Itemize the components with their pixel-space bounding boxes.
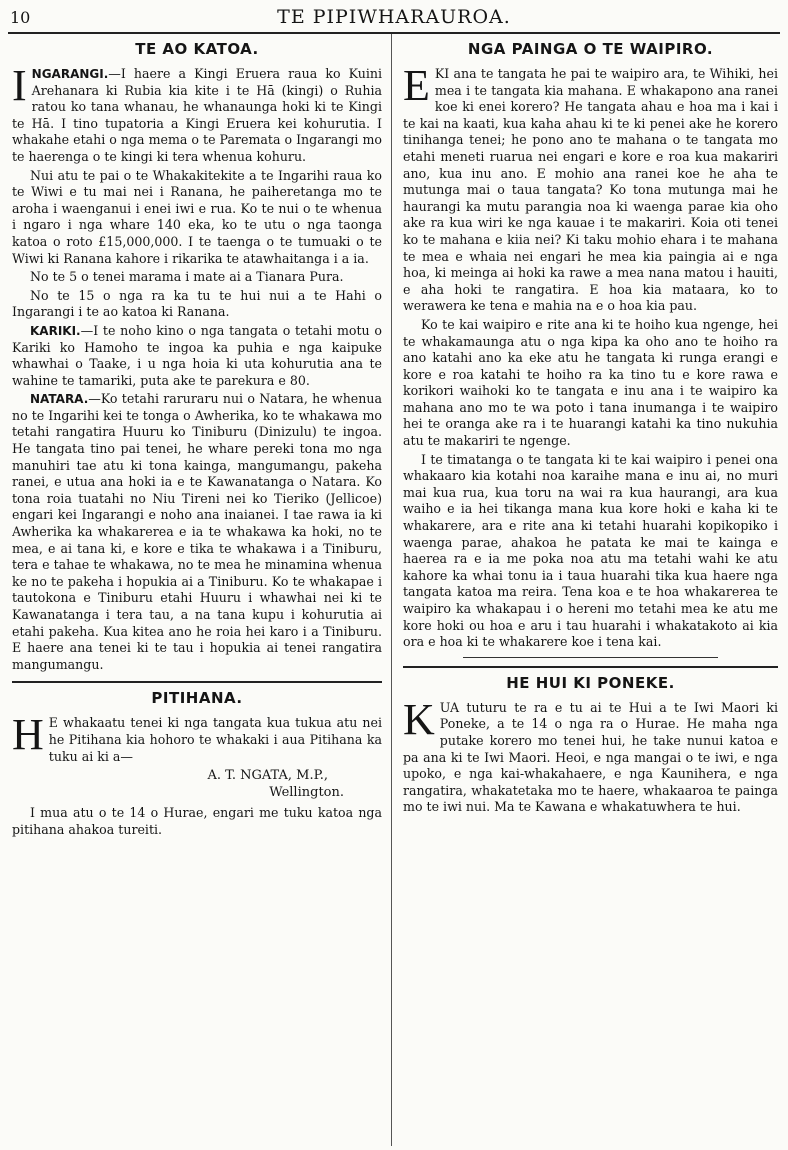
article-paragraph: Nui atu te pai o te Whakakitekite a te Ingarihi raua ko te Wiwi e tu mai nei i Ranana, he paiheretanga mo te aroha i waenganui i enei iwi e rua. Ko te nui o te whenua i ngaro i nga whare 140 eka, ko te utu o nga taonga katoa o roto £15,000,000. I te taenga o te tumuaki o te Wiwi ki Ranana kahore i rikarika te atawhaitanga i a ia. (12, 167, 382, 266)
page-number: 10 (10, 8, 31, 27)
article-title-te-ao-katoa: TE AO KATOA. (135, 40, 259, 58)
article-title-he-hui: HE HUI KI PONEKE. (506, 673, 675, 692)
article-paragraph: I te timatanga o te tangata ki te kai waipiro i penei ona whakaaro kia kotahi noa karaihe mana e inu ai, no muri mai kua rua, kua toru na wai ra kua haurangi, ara kua waiho e ia hei tikanga mana kua kore hoki e kaha ki te whakarere, ara e rite ana ki tetahi huarahi kopikopiko i waenga parae, ahakoa he patata ke mai te kainga e haerea ra e ia me poka noa atu ma tetahi wahi ke atu kahore ka whai tonu ia i taua huarahi tika kua haere nga tangata katoa ma reira. Tena koa e te hoa whakarerea te waipiro ka whakapau i o hereni mo tetahi mea ke atu me kore hoki ou hoa e aru i tau huarahi i whakatakoto ai kia ora e hoa ki te whakarere koe i tena kai. (403, 451, 778, 650)
running-title: TE PIPIWHARAUROA. (277, 6, 511, 28)
paragraph-text: —I te noho kino o nga tangata o tetahi motu o Kariki ko Hamoho te ingoa ka puhia e nga kaipuke whawhai o Taake, i u nga hoia ki uta kohurutia ana te wahine te tamariki, puta ake te parekura e 80. (12, 322, 382, 388)
article-title-nga-painga: NGA PAINGA O TE WAIPIRO. (467, 40, 714, 58)
article-paragraph: I mua atu o te 14 o Hurae, engari me tuku katoa nga pitihana ahakoa tureiti. (12, 805, 382, 837)
signature-place: Wellington. (269, 785, 344, 801)
drop-cap: K (403, 694, 435, 744)
end-rule (463, 657, 718, 658)
column-divider (391, 34, 392, 1146)
article-title-pitihana: PITIHANA. (151, 689, 243, 708)
paragraph-text: —Ko tetahi raruraru nui o Natara, he whenua no te Ingarihi kei te tonga o Awherika, ko te whakawa mo tetahi rangatira Huuru ko Tiniburu (Dinizulu) te ingoa. He tangata tino pai tenei, he whare pereki tona mo nga manuhiri tae atu ki tona kainga, mangumangu, pakeha ranei, e utua ana hoki ia e te Kawanatanga o Natara. Ko tona roia tuatahi no Niu Tireni nei ko Tieriko (Jellicoe) engari kei Ingarangi e noho ana inaianei. I tae rawa ia ki Awherika ka whakarerea e ia te whakawa ka hoki, no te mea, e ai tana ki, e kore e tika te whakawa i a Tiniburu, tera e tahae te whakawa, no te mea he minamina whenua ke no te pakeha i hopukia ai a Tiniburu. Ko te whakapae i tautokona e Tiniburu etahi Huuru i whawhai nei ki te Kawanatanga i tera tau, a na tana kupu i kohurutia ai etahi pakeha. Kua kitea ano he roia hei karo i a Tiniburu. E haere ana tenei ki te tau i hopukia ai tenei rangatira mangumangu. (12, 391, 382, 672)
article-paragraph (12, 323, 382, 389)
left-column (12, 34, 382, 1150)
lead-word: KARIKI. (30, 323, 81, 338)
article-paragraph (12, 710, 382, 765)
article-paragraph (12, 61, 382, 166)
article-paragraph (403, 694, 778, 816)
drop-cap: E (403, 61, 430, 110)
section-rule (403, 666, 778, 668)
paragraph-text: UA tuturu te ra e tu ai te Hui a te Iwi Maori ki Poneke, a te 14 o nga ra o Hurae. He maha nga putake korero mo tenei hui, he take nunui katoa e pa ana ki te Iwi Maori. Heoi, e nga mangai o te iwi, e nga upoko, e nga kai-whakahaere, e nga Kaunihera, e nga rangatira, whakatetaka mo te haere, whakaaroa te painga mo te iwi nui. Ma te Kawana e whakatuwhera te hui. (403, 699, 778, 815)
article-paragraph (403, 61, 778, 315)
section-rule (12, 681, 382, 683)
paragraph-text: —I haere a Kingi Eruera raua ko Kuini Arehanara ki Rubia kia kite i te Hā (kingi) o Ruhia ratou ko tana whanau, he whanaunga hoki ki te Kingi te Hā. I tino tupatoria a Kingi Eruera kei kohurutia. I whakahe etahi o nga mema o te Paremata o Ingarangi mo te haerenga o te kingi ki tera whenua kohuru. (12, 66, 382, 164)
lead-word: NATARA. (30, 392, 89, 407)
signature-name: A. T. NGATA, M.P., (207, 768, 328, 784)
lead-word: NGARANGI. (31, 67, 109, 81)
article-paragraph (12, 391, 382, 673)
drop-cap: H (12, 710, 44, 760)
article-paragraph: No te 5 o tenei marama i mate ai a Tianara Pura. (30, 269, 344, 285)
article-paragraph: No te 15 o nga ra ka tu te hui nui a te Hahi o Ingarangi i te ao katoa ki Ranana. (12, 287, 382, 320)
paragraph-text: KI ana te tangata he pai te waipiro ara, te Wihiki, hei mea i te tangata kia mahana. E whakapono ana ranei koe ki enei korero? He tangata ahau e hoa ma i kai i te kai na kaati, kua kaha ahau ki te ki penei ake he korero tinihanga tenei; he pono ano te mahana o te tangata mo etahi meneti ruarua nei engari e kore e roa kua makariri ano, kua inu ano. E mohio ana ranei koe he aha te mutunga mai o taua tangata? Ko tona mutunga mai he haurangi ka mutu parangia noa ki waenga parae kia oho ake ra kua wiri ke nga kauae i te makariri. Koia oti tenei ko te mahana e kiia nei? Ki taku mohio ehara i te mahana te mea e whaia nei engari he mea kia paingia ai e nga hoa, ki meinga ai hoki ka rawe a mea nana matou i hauiti, e aha hoki te rangatira. E hoa kia mataara, ko to werawera ke tena e mahia na e o hoa kia pau. (403, 66, 778, 314)
article-paragraph: Ko te kai waipiro e rite ana ki te hoiho kua ngenge, hei te whakamaunga atu o nga kipa ka oho ano te hoiho ra ano katahi ano ka eke atu he tangata ki runga erangi e kore e roa katahi te hoiho ra ka tino tu e kore rawa e korikori waihoki ko te tangata e inu ana i te waipiro ka mahana ano mo te wa poto i tana inumanga i te waipiro hei te oranga ake ra i te huarangi katahi ka tino nukuhia atu te makariri te ngenge. (403, 316, 778, 449)
drop-cap: I (12, 61, 27, 110)
paragraph-text: E whakaatu tenei ki nga tangata kua tukua atu nei he Pitihana kia hohoro te whakaki i aua Pitihana ka tuku ai ki a— (48, 715, 382, 764)
right-column (403, 34, 778, 1150)
